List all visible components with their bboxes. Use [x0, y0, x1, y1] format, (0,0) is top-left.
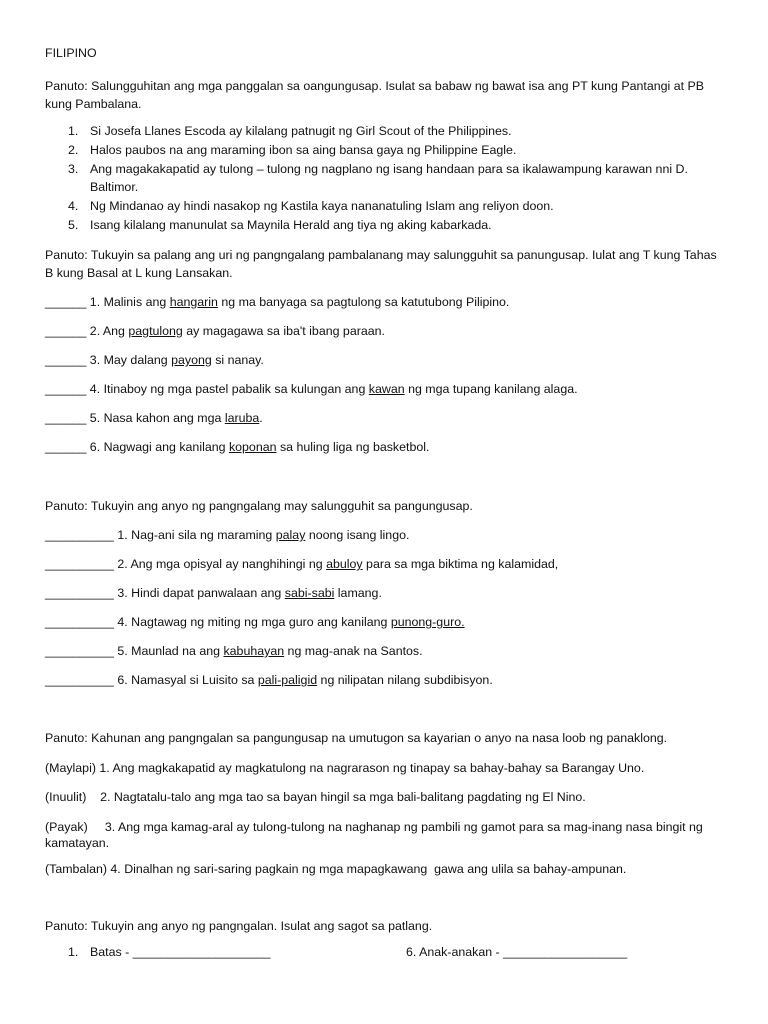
s2-item-5: ______ 5. Nasa kahon ang mga laruba. [45, 411, 263, 425]
answer-blank[interactable]: __________ [45, 528, 114, 542]
s3-item-5: __________ 5. Maunlad na ang kabuhayan ng mag-anak na Santos. [45, 644, 423, 658]
answer-blank[interactable]: __________ [45, 644, 114, 658]
s5-item-1[interactable]: 1. Batas - ____________________ [68, 945, 271, 959]
answer-blank[interactable]: ______ [45, 353, 87, 367]
answer-blank[interactable]: __________ [45, 673, 114, 687]
answer-blank[interactable]: ______ [45, 411, 87, 425]
s1-instruction: Panuto: Salungguhitan ang mga panggalan sa oangungusap. Isulat sa babaw ng bawat isa ang PT kung Pantangi at PB kung Pambalana. [45, 79, 705, 111]
s2-instruction: Panuto: Tukuyin sa palang ang uri ng pangngalang pambalanang may salungguhit sa panungusap. Iulat ang T kung Tahas B kung Basal at L kung Lansakan. [45, 248, 717, 280]
s3-item-1: __________ 1. Nag-ani sila ng maraming palay noong isang lingo. [45, 528, 410, 542]
answer-blank[interactable]: __________ [45, 615, 114, 629]
s4-item-2: (Inuulit) 2. Nagtatalu-talo ang mga tao sa bayan hingil sa mga bali-balitang pagdating ng El Nino. [45, 790, 586, 804]
s1-item-4: 4. Ng Mindanao ay hindi nasakop ng Kastila kaya nananatuling Islam ang reliyon doon. [68, 199, 554, 213]
subject-title: FILIPINO [45, 46, 97, 60]
s3-item-6: __________ 6. Namasyal si Luisito sa pali-paligid ng nilipatan nilang subdibisyon. [45, 673, 493, 687]
s2-item-1: ______ 1. Malinis ang hangarin ng ma banyaga sa pagtulong sa katutubong Pilipino. [45, 295, 510, 309]
s3-instruction: Panuto: Tukuyin ang anyo ng pangngalang may salungguhit sa pangungusap. [45, 499, 473, 513]
s4-item-4: (Tambalan) 4. Dinalhan ng sari-saring pagkain ng mga mapagkawang gawa ang ulila sa bahay-ampunan. [45, 862, 627, 876]
s4-item-3: (Payak) 3. Ang mga kamag-aral ay tulong-tulong na naghanap ng pambili ng gamot para sa mag-inang nasa bingit ng kamatayan. [45, 820, 707, 850]
s2-item-2: ______ 2. Ang pagtulong ay magagawa sa iba't ibang paraan. [45, 324, 385, 338]
s4-instruction: Panuto: Kahunan ang pangngalan sa pangungusap na umutugon sa kayarian o anyo na nasa loob ng panaklong. [45, 731, 668, 745]
s5-instruction: Panuto: Tukuyin ang anyo ng pangngalan. Isulat ang sagot sa patlang. [45, 919, 433, 933]
answer-blank[interactable]: __________ [45, 557, 114, 571]
answer-blank[interactable]: ______ [45, 382, 87, 396]
s1-item-1: 1. Si Josefa Llanes Escoda ay kilalang patnugit ng Girl Scout of the Philippines. [68, 124, 512, 138]
answer-blank[interactable]: ______ [45, 324, 87, 338]
s5-item-6[interactable]: 6. Anak-anakan - __________________ [406, 945, 628, 959]
s2-item-6: ______ 6. Nagwagi ang kanilang koponan sa huling liga ng basketbol. [45, 440, 430, 454]
answer-blank[interactable]: __________ [45, 586, 114, 600]
s1-item-3-cont: Baltimor. [90, 180, 139, 194]
s1-item-3: 3. Ang magakakapatid ay tulong – tulong ng nagplano ng isang handaan para sa ikalawampung karawan nni D. [68, 162, 688, 176]
s2-item-4: ______ 4. Itinaboy ng mga pastel pabalik sa kulungan ang kawan ng mga tupang kanilang alaga. [45, 382, 578, 396]
answer-blank[interactable]: ______ [45, 440, 87, 454]
s1-item-2: 2. Halos paubos na ang maraming ibon sa aing bansa gaya ng Philippine Eagle. [68, 143, 517, 157]
s4-item-1: (Maylapi) 1. Ang magkakapatid ay magkatulong na nagrarason ng tinapay sa bahay-bahay sa Barangay Uno. [45, 761, 645, 775]
s3-item-4: __________ 4. Nagtawag ng miting ng mga guro ang kanilang punong-guro. [45, 615, 465, 629]
answer-blank[interactable]: ______ [45, 295, 87, 309]
s3-item-3: __________ 3. Hindi dapat panwalaan ang sabi-sabi lamang. [45, 586, 382, 600]
s1-item-5: 5. Isang kilalang manunulat sa Maynila Herald ang tiya ng aking kabarkada. [68, 218, 492, 232]
s2-item-3: ______ 3. May dalang payong si nanay. [45, 353, 264, 367]
s3-item-2: __________ 2. Ang mga opisyal ay nanghihingi ng abuloy para sa mga biktima ng kalamidad, [45, 557, 559, 571]
